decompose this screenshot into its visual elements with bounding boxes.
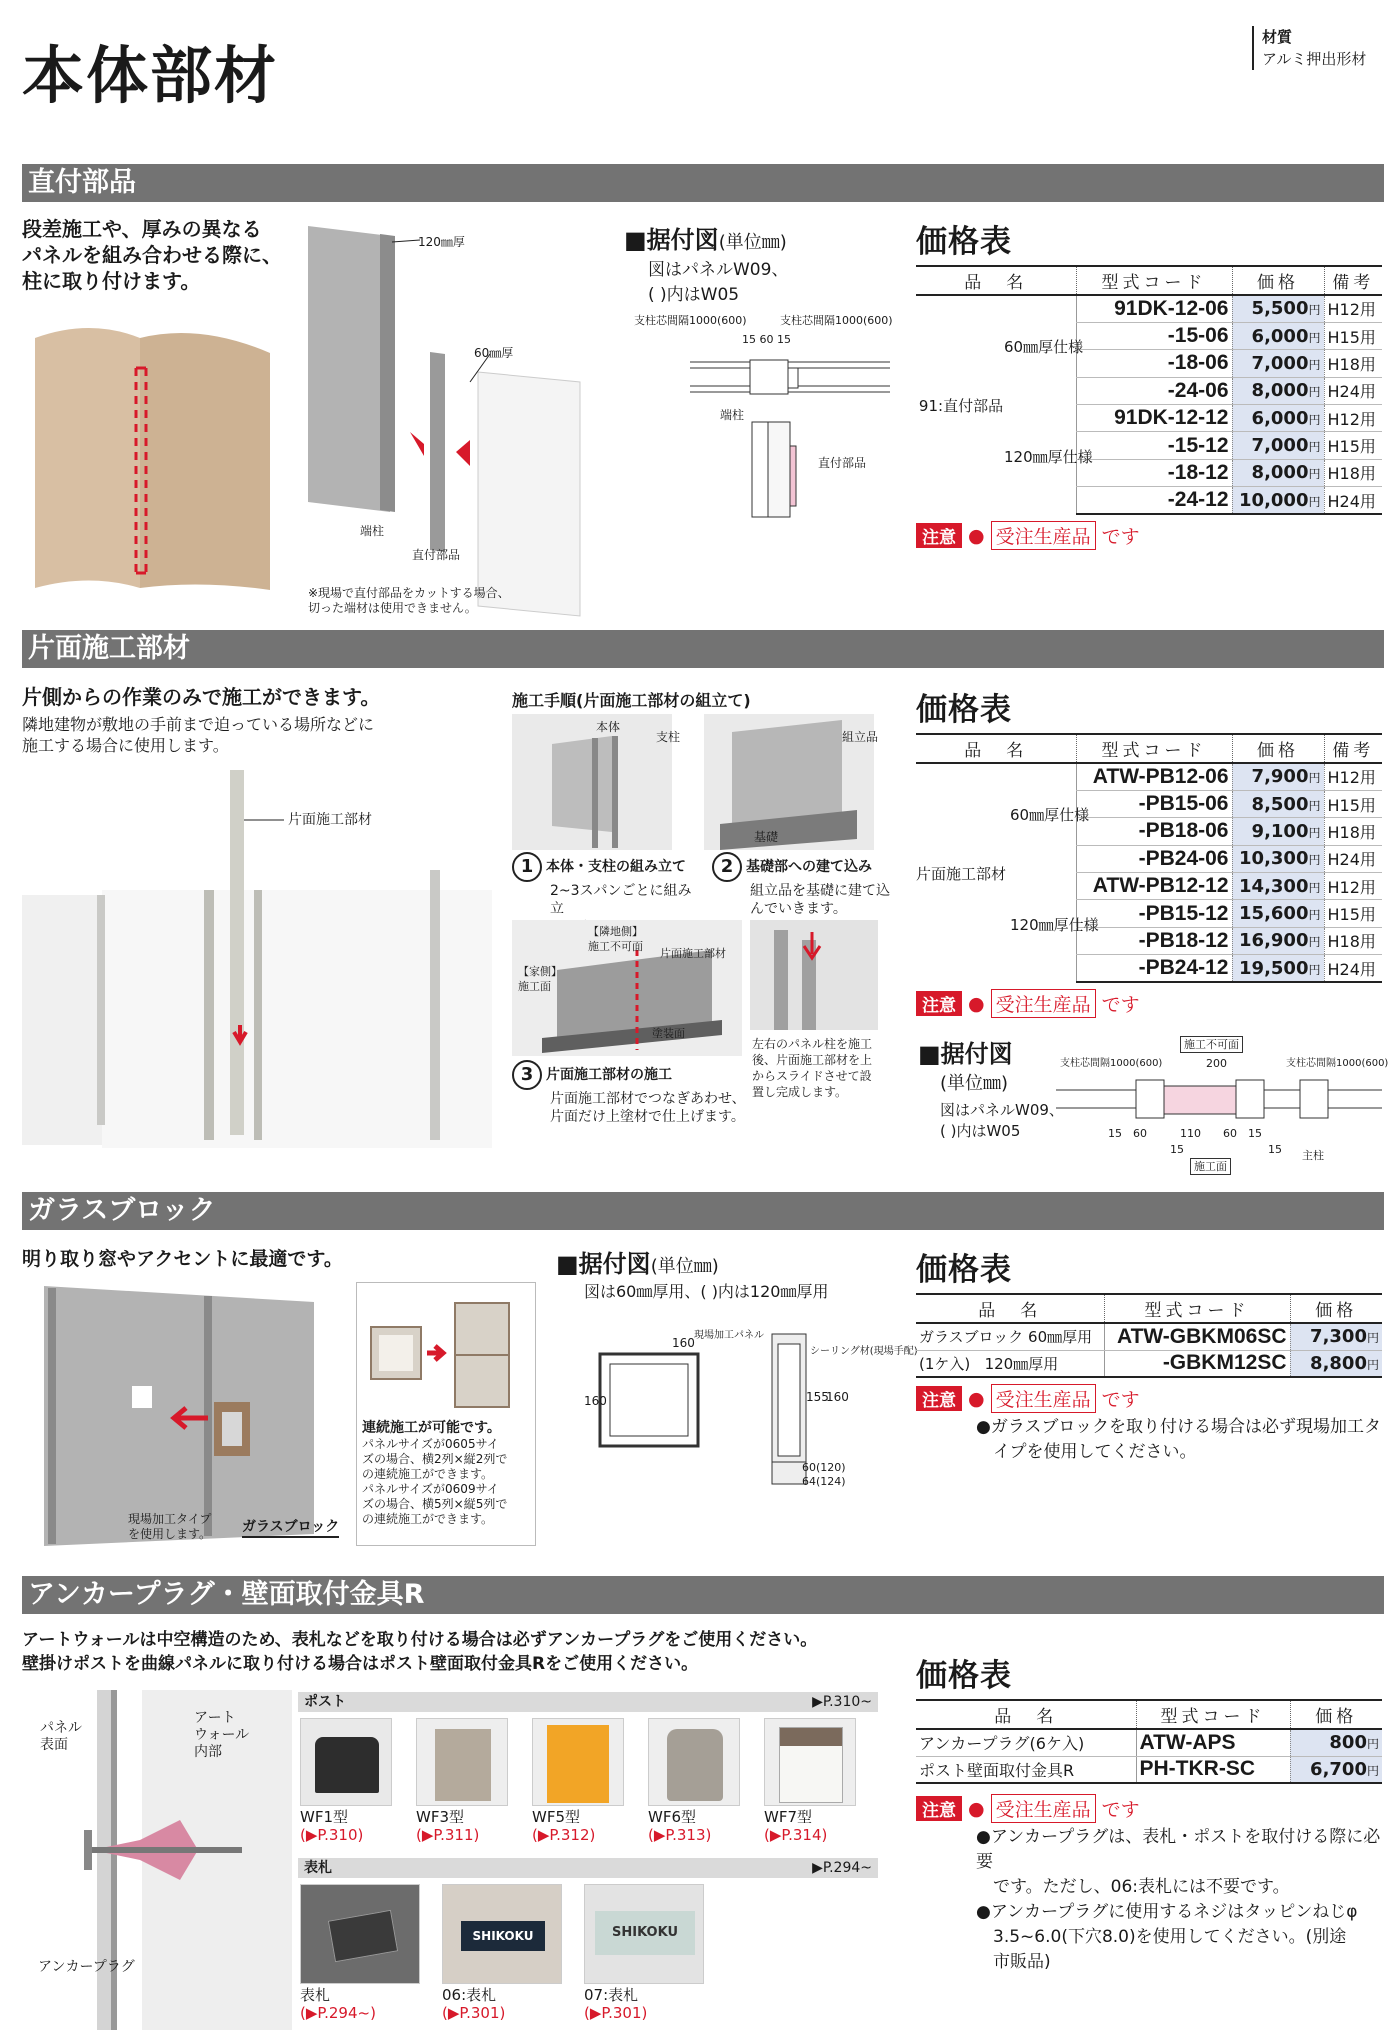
s2-label-neighbor: 【隣地側】 施工不可面 xyxy=(588,925,643,953)
label-60: 60㎜厚 xyxy=(474,346,514,360)
plate-07: SHIKOKU 07:表札 (▶P.301) xyxy=(584,1884,704,2022)
glass-block-wall-illustration xyxy=(44,1284,334,1546)
step-3: 3 片面施工部材の施工 片面施工部材でつなぎあわせ、 片面だけ上塗材で仕上げます。 xyxy=(512,1060,752,1126)
s2-warning: 注意 ● 受注生産品 です xyxy=(916,989,1382,1018)
s2-label-body: 本体 xyxy=(596,720,621,734)
label-direct-part: 直付部品 xyxy=(412,548,461,562)
s2-label-post: 支柱 xyxy=(656,730,681,744)
material-info xyxy=(1252,26,1366,70)
post-wf6: WF6型 (▶P.313) xyxy=(648,1718,740,1844)
s4-label-surface: パネル 表面 xyxy=(40,1720,82,1753)
s1-dim-nums: 15 60 15 xyxy=(742,333,791,346)
step-1: 1 本体・支柱の組み立て 2~3スパンごとに組み立 xyxy=(512,852,702,936)
label-120: 120㎜厚 xyxy=(418,235,465,249)
step-3-side-text: 左右のパネル柱を施工 後、片面施工部材を上 からスライドさせて設 置し完成します。 xyxy=(752,1037,873,1099)
s3-fig-seal: シーリング材(現場手配) xyxy=(810,1346,918,1357)
label-end-post: 端柱 xyxy=(360,524,385,538)
material-label: 材質 xyxy=(1262,28,1293,46)
s1-dim-b: 支柱芯間隔1000(600) xyxy=(780,314,893,327)
s3-fig-60: 60(120) xyxy=(802,1461,846,1474)
s3-label-glass: ガラスブロック xyxy=(242,1516,339,1538)
s3-warning: 注意 ● 受注生産品 です xyxy=(916,1384,1382,1413)
continuous-install-box: 連続施工が可能です。 パネルサイズが0605サイ ズの場合、横2列×縦2列で の連続施工ができます。 パネルサイズが0609サイ ズの場合、横5列×縦5列で の連続施工ができます。 xyxy=(356,1282,536,1546)
one-side-wall-illustration xyxy=(22,770,492,1150)
s2-price-table: 価格表 品 名 型式コード 価格 備考 片面施工部材 60㎜厚仕様 120㎜厚仕様 ATW-PB12-06 7,900円 H12用 -PB15-06 8,500円 H15用 -PB18-06 9,100円 H18用 -PB24-06 10,300円 H24用 ATW-PB12-12 14,300円 H12用 -PB15-12 15,600円 H15用 -PB18-12 16,900円 H18用 -PB24-12 19,500円 H24用 注意 ● 受注生産品 です xyxy=(916,684,1382,1018)
s2-fig-200: 200 xyxy=(1206,1057,1227,1070)
s2-install-diagram xyxy=(1056,1072,1382,1124)
s1-install-figure: ■据付図(単位㎜) 図はパネルW09、 ( )内はW05 xyxy=(624,226,789,305)
s2-label-base: 基礎 xyxy=(754,830,779,844)
s2-fig-dim-a: 支柱芯間隔1000(600) xyxy=(1060,1058,1163,1069)
post-wf7: WF7型 (▶P.314) xyxy=(764,1718,856,1844)
post-wf3: WF3型 (▶P.311) xyxy=(416,1718,508,1844)
s1-fig-post: 端柱 xyxy=(720,408,745,422)
s1-caption: ※現場で直付部品をカットする場合、 切った端材は使用できません。 xyxy=(308,586,510,615)
s3-install-figure: ■据付図(単位㎜) 図は60㎜厚用、( )内は120㎜厚用 xyxy=(556,1250,829,1301)
s2-fig-post: 主柱 xyxy=(1302,1149,1324,1162)
s4-warning: 注意 ● 受注生産品 です xyxy=(916,1794,1382,1823)
s2-fig-noconst: 施工不可面 xyxy=(1180,1036,1243,1053)
s2-label-unit: 組立品 xyxy=(842,730,879,744)
curved-panel-illustration xyxy=(30,318,280,598)
s2-label-part: 片面施工部材 xyxy=(288,812,372,828)
s2-fig-dim-b: 支柱芯間隔1000(600) xyxy=(1286,1058,1389,1069)
post-list xyxy=(300,1718,856,1844)
plate-list xyxy=(300,1884,704,2022)
s3-fig-155: 155 xyxy=(806,1390,829,1404)
step-illustrations-1-2 xyxy=(512,714,882,850)
post-wf1: WF1型 (▶P.310) xyxy=(300,1718,392,1844)
s2-install-figure: ■据付図 (単位㎜) 図はパネルW09、 ( )内はW05 xyxy=(918,1040,1064,1140)
step-2: 2 基礎部への建て込み 組立品を基礎に建て込 んでいきます。 xyxy=(712,852,902,918)
s1-install-diagram xyxy=(680,346,900,526)
plate-1: 表札 (▶P.294~) xyxy=(300,1884,420,2022)
s3-fig-panel: 現場加工パネル xyxy=(694,1330,764,1341)
s2-label-house: 【家側】 施工面 xyxy=(518,965,562,993)
glass-block-continuous-illustration xyxy=(357,1283,535,1413)
s2-fig-face: 施工面 xyxy=(1190,1158,1231,1175)
s2-description: 隣地建物が敷地の手前まで迫っている場所などに 施工する場合に使用します。 xyxy=(22,715,375,755)
post-wf5: WF5型 (▶P.312) xyxy=(532,1718,624,1844)
plate-band: 表札 ▶P.294~ xyxy=(298,1858,878,1878)
s2-fig-15a: 15 xyxy=(1170,1143,1184,1156)
plate-06: SHIKOKU 06:表札 (▶P.301) xyxy=(442,1884,562,2022)
material-value: アルミ押出形材 xyxy=(1262,50,1367,68)
s2-label-partb: 片面施工部材 xyxy=(660,947,726,960)
s2-lead: 片側からの作業のみで施工ができます。 xyxy=(22,685,381,709)
s4-lead: アートウォールは中空構造のため、表札などを取り付ける場合は必ずアンカープラグをご使用ください。 壁掛けポストを曲線パネルに取り付ける場合はポスト壁面取付金具Rをご使用ください。 xyxy=(22,1630,818,1674)
s3-fig-160b: 160 xyxy=(584,1394,607,1408)
page-title: 本体部材 xyxy=(22,39,279,112)
s1-dim-a: 支柱芯間隔1000(600) xyxy=(634,314,747,327)
s3-fig-64: 64(124) xyxy=(802,1475,846,1488)
s2-fig-nums: 15 60 110 60 15 xyxy=(1108,1127,1262,1140)
s1-description: 段差施工や、厚みの異なる パネルを組み合わせる際に、 柱に取り付けます。 xyxy=(22,217,282,293)
glass-block-front-diagram xyxy=(596,1350,706,1450)
s4-label-inside: アート ウォール 内部 xyxy=(194,1710,250,1760)
s4-price-table: 価格表 品 名 型式コード 価格 アンカープラグ(6ケ入) ATW-APS 800円 ポスト壁面取付金具R PH-TKR-SC 6,700円 注意 ● 受注生産品 です ●アンカープラグは、表札・ポストを取付ける際に必要 です。ただし、06:表札には不要です。 ●アンカープラグに使用するネジはタッピンねじφ 3.5~6.0(下穴8.0)を使用してください。(別途 市販品) xyxy=(916,1658,1381,1972)
section-heading-glass-block: ガラスブロック xyxy=(22,1192,1384,1230)
s3-label-cut: 現場加工タイプ を使用します。 xyxy=(128,1512,212,1541)
section-heading-anchor: アンカープラグ・壁面取付金具R xyxy=(22,1576,1384,1614)
s3-fig-160c: 160 xyxy=(826,1390,849,1404)
s2-fig-15b: 15 xyxy=(1268,1143,1282,1156)
s1-warning: 注意 ● 受注生産品 です xyxy=(916,521,1382,550)
s2-steps-title: 施工手順(片面施工部材の組立て) xyxy=(512,691,751,710)
section-heading-one-side: 片面施工部材 xyxy=(22,630,1384,668)
s2-label-paint: 塗装面 xyxy=(652,1027,685,1040)
s4-label-anchor: アンカープラグ xyxy=(38,1959,135,1975)
s1-fig-part: 直付部品 xyxy=(818,456,867,470)
s3-lead: 明り取り窓やアクセントに最適です。 xyxy=(22,1248,343,1270)
s3-fig-160a: 160 xyxy=(672,1336,695,1350)
post-band: ポスト ▶P.310~ xyxy=(298,1692,878,1712)
s3-price-table: 価格表 品 名 型式コード 価格 ガラスブロック 60㎜厚用 ATW-GBKM06SC 7,300円 (1ケ入) 120㎜厚用 -GBKM12SC 8,800円 注意 ● 受注生産品 です ●ガラスブロックを取り付ける場合は必ず現場加工タ イプを使用してください。 xyxy=(916,1252,1381,1462)
s1-price-table: 価格表 品 名 型式コード 価格 備考 91:直付部品 60㎜厚仕様 120㎜厚仕様 91DK-12-06 5,500円 H12用 -15-06 6,000円 H15用 -18-06 7,000円 H18用 -24-06 8,000円 H24用 91DK-12-12 6,000円 H12用 -15-12 7,000円 H15用 -18-12 8,000円 H18用 -24-12 10,000円 H24用 注意 ● 受注生産品 です xyxy=(916,216,1382,550)
section-heading-direct-parts: 直付部品 xyxy=(22,164,1384,202)
